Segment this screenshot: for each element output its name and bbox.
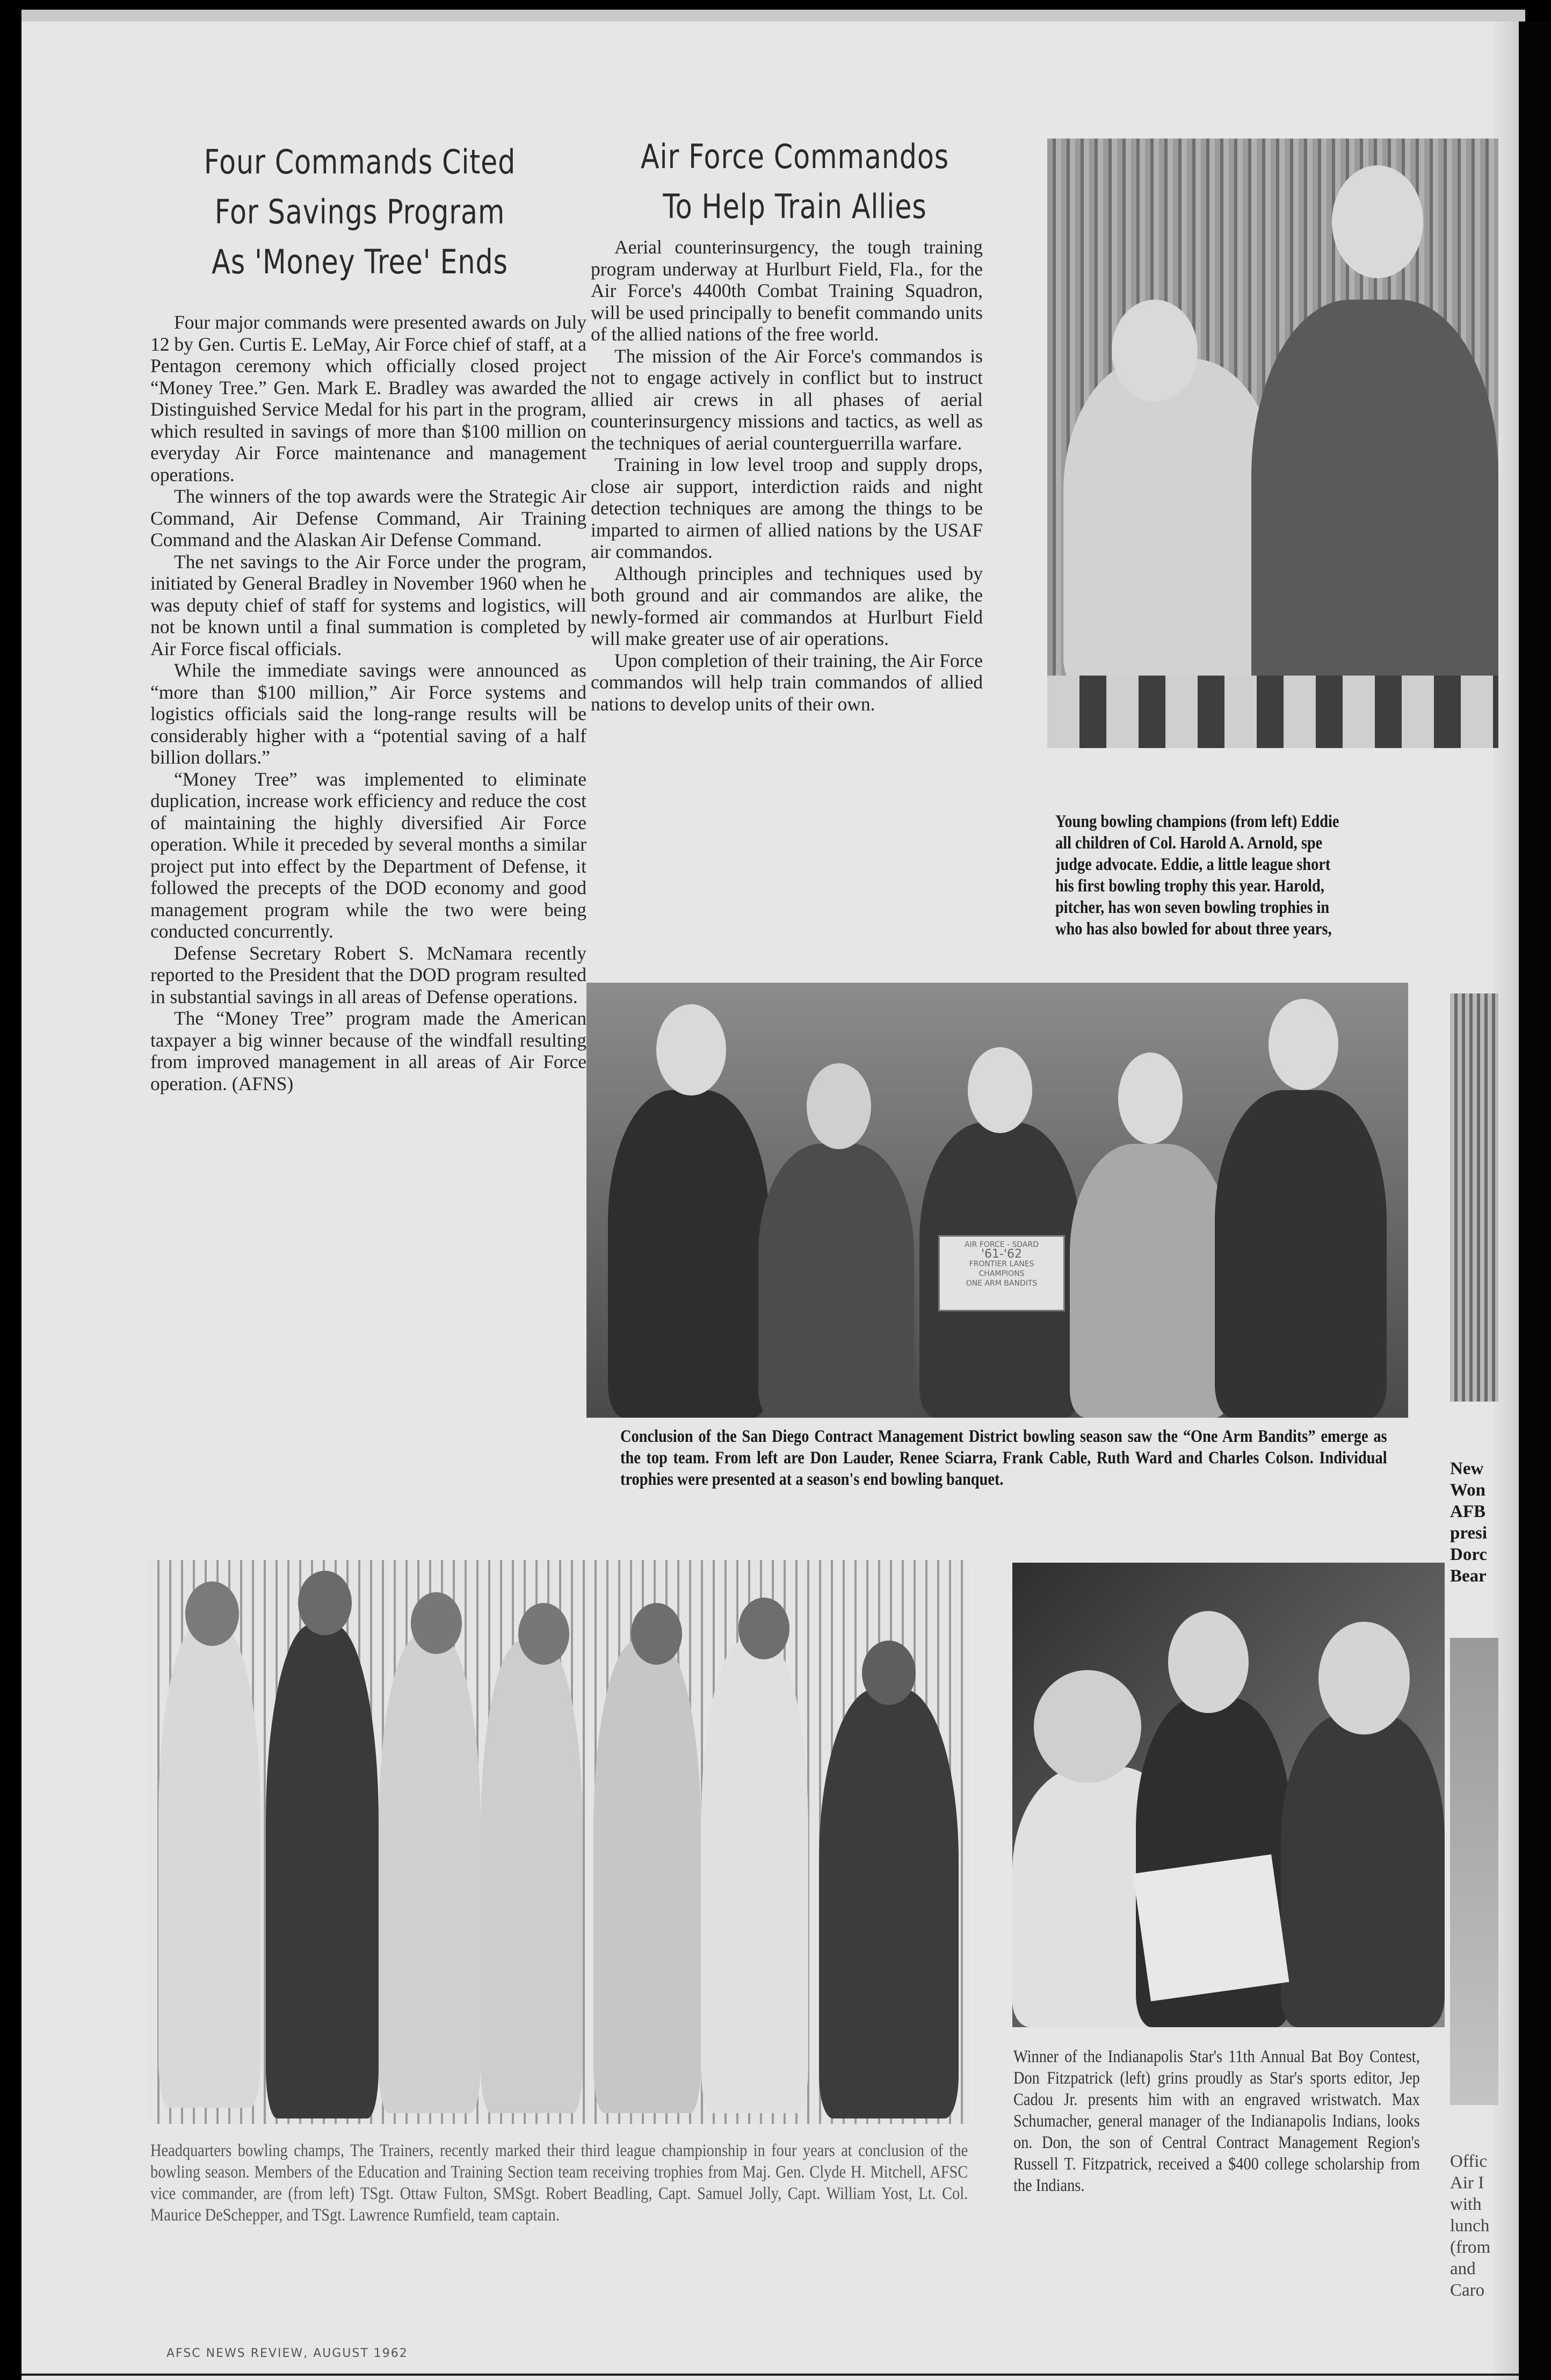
caption-fragment: Bear (1450, 1566, 1487, 1586)
headline-line: As 'Money Tree' Ends (212, 242, 508, 281)
headline-line: For Savings Program (214, 192, 505, 231)
plaque-line: ONE ARM BANDITS (966, 1279, 1038, 1288)
article-paragraph: Defense Secretary Robert S. McNamara recently reported to the President that the DOD program resulted in substantial savings in all areas of Defense operations. (150, 942, 586, 1007)
article-paragraph: The “Money Tree” program made the American taxpayer a big winner because of the windfall resulting from improved management in all areas of Air Force operation. (AFNS) (150, 1007, 586, 1094)
team-plaque (938, 1235, 1065, 1311)
person-head (185, 1581, 239, 1646)
manager-figure (1281, 1713, 1445, 2027)
headquarters-caption: Headquarters bowling champs, The Trainers, recently marked their third league championship in four years at conclusion of the bowling season. Members of the Education and Training Section team receiving trophies from Maj. Gen. Clyde H. Mitchell, AFSC vice commander, are (from left) TSgt. Ottaw Fulton, SMSgt. Robert Beadling, Capt. Samuel Jolly, Capt. William Yost, Lt. Col. Maurice DeSchepper, and TSgt. Lawrence Rumfield, team captain. (150, 2141, 968, 2225)
article-paragraph: The mission of the Air Force's commandos is not to engage actively in conflict but to instruct allied air crews in all phases of aerial counterinsurgency missions and tactics, as well as the techniques of aerial counterguerrilla warfare. (591, 345, 983, 454)
commandos-headline (636, 132, 953, 231)
young-bowlers-caption (1055, 811, 1480, 940)
caption-line: his first bowling trophy this year. Harold, (1055, 876, 1324, 896)
caption-fragment: Won (1450, 1481, 1486, 1500)
right-strip-upper-photo (1450, 993, 1498, 1402)
person-head (518, 1603, 569, 1665)
person-figure (481, 1641, 583, 2113)
plaque-line: '61-'62 (981, 1247, 1023, 1261)
commandos-article-body (591, 236, 983, 715)
article-paragraph: Training in low level troop and supply drops, close air support, interdiction raids and night detection techniques are among the things to be imparted to airmen of allied nations by the USAF air commandos. (591, 454, 983, 562)
bat-boy-head (1034, 1670, 1141, 1783)
boy-left-head (1112, 300, 1198, 402)
person-head (298, 1571, 352, 1635)
headline-line: Four Commands Cited (204, 142, 516, 182)
article-paragraph: Upon completion of their training, the Air Force commandos will help train commandos of allied nations to develop units of their own. (591, 649, 983, 715)
editor-head (1168, 1611, 1249, 1713)
person-head (656, 1004, 726, 1095)
right-strip-lower-caption (1450, 2151, 1498, 2301)
caption-fragment: (from (1450, 2238, 1491, 2257)
publication-footer: AFSC NEWS REVIEW, AUGUST 1962 (166, 2347, 408, 2360)
article-paragraph: Four major commands were presented awards on July 12 by Gen. Curtis E. LeMay, Air Force chief of staff, at a Pentagon ceremony which officially closed project “Money Tree.” Gen. Mark E. Bradley was awarded the Distinguished Service Medal for his part in the program, which resulted in savings of more than $100 million on everyday Air Force maintenance and management operations. (150, 311, 586, 485)
general-figure (819, 1689, 959, 2118)
money-tree-headline (192, 137, 527, 287)
person-head (1118, 1053, 1183, 1144)
headquarters-team-photo (148, 1560, 969, 2124)
boy-right-figure (1251, 300, 1498, 740)
person-figure (379, 1635, 481, 2113)
plaque-line: CHAMPIONS (979, 1269, 1025, 1278)
right-strip-upper-caption (1450, 1458, 1498, 1587)
caption-fragment: with (1450, 2195, 1482, 2214)
person-figure (608, 1090, 769, 1418)
headline-line: Air Force Commandos (640, 137, 950, 176)
headline-line: To Help Train Allies (663, 187, 927, 226)
caption-line: pitcher, has won seven bowling trophies in (1055, 898, 1330, 917)
scan-right-edge (1519, 21, 1551, 2380)
caption-line: Young bowling champions (from left) Eddie (1055, 812, 1339, 831)
article-paragraph: “Money Tree” was implemented to eliminate duplication, increase work efficiency and reduce the cost of maintaining the highly diversified Air Force operation. While it preceded by several months a similar project put into effect by the Department of Defense, it followed the precepts of the DOD economy and good management program while the two were being conducted concurrently. (150, 768, 586, 942)
person-head (411, 1592, 462, 1654)
boy-left-figure (1063, 359, 1278, 692)
caption-line: all children of Col. Harold A. Arnold, spe (1055, 833, 1323, 853)
caption-fragment: lunch (1450, 2216, 1490, 2236)
caption-fragment: and (1450, 2259, 1476, 2279)
person-head (1269, 999, 1338, 1090)
scan-top-border (21, 10, 1525, 21)
caption-fragment: Air I (1450, 2173, 1484, 2193)
person-figure (1070, 1144, 1231, 1418)
article-paragraph: While the immediate savings were announced as “more than $100 million,” Air Force systems and logistics officials said the long-range results will be considerably higher with a “potential saving of a half billion dollars.” (150, 659, 586, 768)
money-tree-article-body (150, 311, 586, 1094)
article-paragraph: Although principles and techniques used by both ground and air commandos are alike, the newly-formed air commandos at Hurlburt Field will make greater use of air operations. (591, 562, 983, 649)
article-paragraph: The winners of the top awards were the Strategic Air Command, Air Defense Command, Air Training Command and the Alaskan Air Defense Command. (150, 485, 586, 550)
caption-line: judge advocate. Eddie, a little league short (1055, 855, 1331, 874)
person-head (968, 1047, 1032, 1133)
caption-fragment: Caro (1450, 2281, 1485, 2300)
person-figure (266, 1624, 379, 2118)
person-head (738, 1598, 789, 1659)
article-paragraph: The net savings to the Air Force under the program, initiated by General Bradley in November 1960 when he was deputy chief of staff for systems and logistics, will not be known until a final summation is completed by Air Force fiscal officials. (150, 550, 586, 659)
caption-fragment: Offic (1450, 2152, 1488, 2171)
footer-rule (21, 2374, 1519, 2376)
general-head (862, 1641, 916, 1705)
bat-boy-caption: Winner of the Indianapolis Star's 11th Annual Bat Boy Contest, Don Fitzpatrick (left) grins proudly as Star's sports editor, Jep Cadou Jr. presents him with an engraved wristwatch. Max Schumacher, general manager of the Indianapolis Indians, looks on. Don, the son of Central Contract Management Region's Russell T. Fitzpatrick, received a $400 college scholarship from the Indians. (1013, 2047, 1420, 2195)
caption-fragment: New (1450, 1459, 1484, 1478)
article-paragraph: Aerial counterinsurgency, the tough training program underway at Hurlburt Field, Fla., for the Air Force's 4400th Combat Training Squadron, will be used principally to benefit commando units of the allied nations of the free world. (591, 236, 983, 345)
wristwatch-box (1133, 1854, 1289, 2001)
manager-head (1318, 1622, 1410, 1735)
plaque-line: FRONTIER LANES (969, 1260, 1034, 1268)
trophies-row (1047, 676, 1498, 748)
caption-fragment: Dorc (1450, 1545, 1488, 1564)
san-diego-team-photo (586, 983, 1408, 1418)
person-figure (758, 1144, 914, 1418)
caption-fragment: presi (1450, 1523, 1488, 1543)
caption-fragment: AFB (1450, 1502, 1485, 1521)
young-bowlers-photo (1047, 139, 1498, 748)
person-figure (593, 1641, 701, 2113)
san-diego-caption: Conclusion of the San Diego Contract Management District bowling season saw the “One Arm Bandits” emerge as the top team. From left are Don Lauder, Renee Sciarra, Frank Cable, Ruth Ward and Charles Colson. Individual trophies were presented at a season's end bowling banquet. (620, 1427, 1387, 1489)
plaque-line: AIR FORCE - SDARD (964, 1240, 1039, 1249)
caption-line: who has also bowled for about three years, (1055, 919, 1332, 939)
person-figure (1215, 1090, 1387, 1418)
person-head (631, 1603, 682, 1665)
person-head (807, 1063, 871, 1149)
right-strip-lower-photo (1450, 1638, 1498, 2105)
person-figure (701, 1641, 808, 2113)
person-figure (158, 1624, 260, 2108)
bat-boy-photo (1012, 1563, 1445, 2027)
boy-right-head (1332, 165, 1423, 278)
